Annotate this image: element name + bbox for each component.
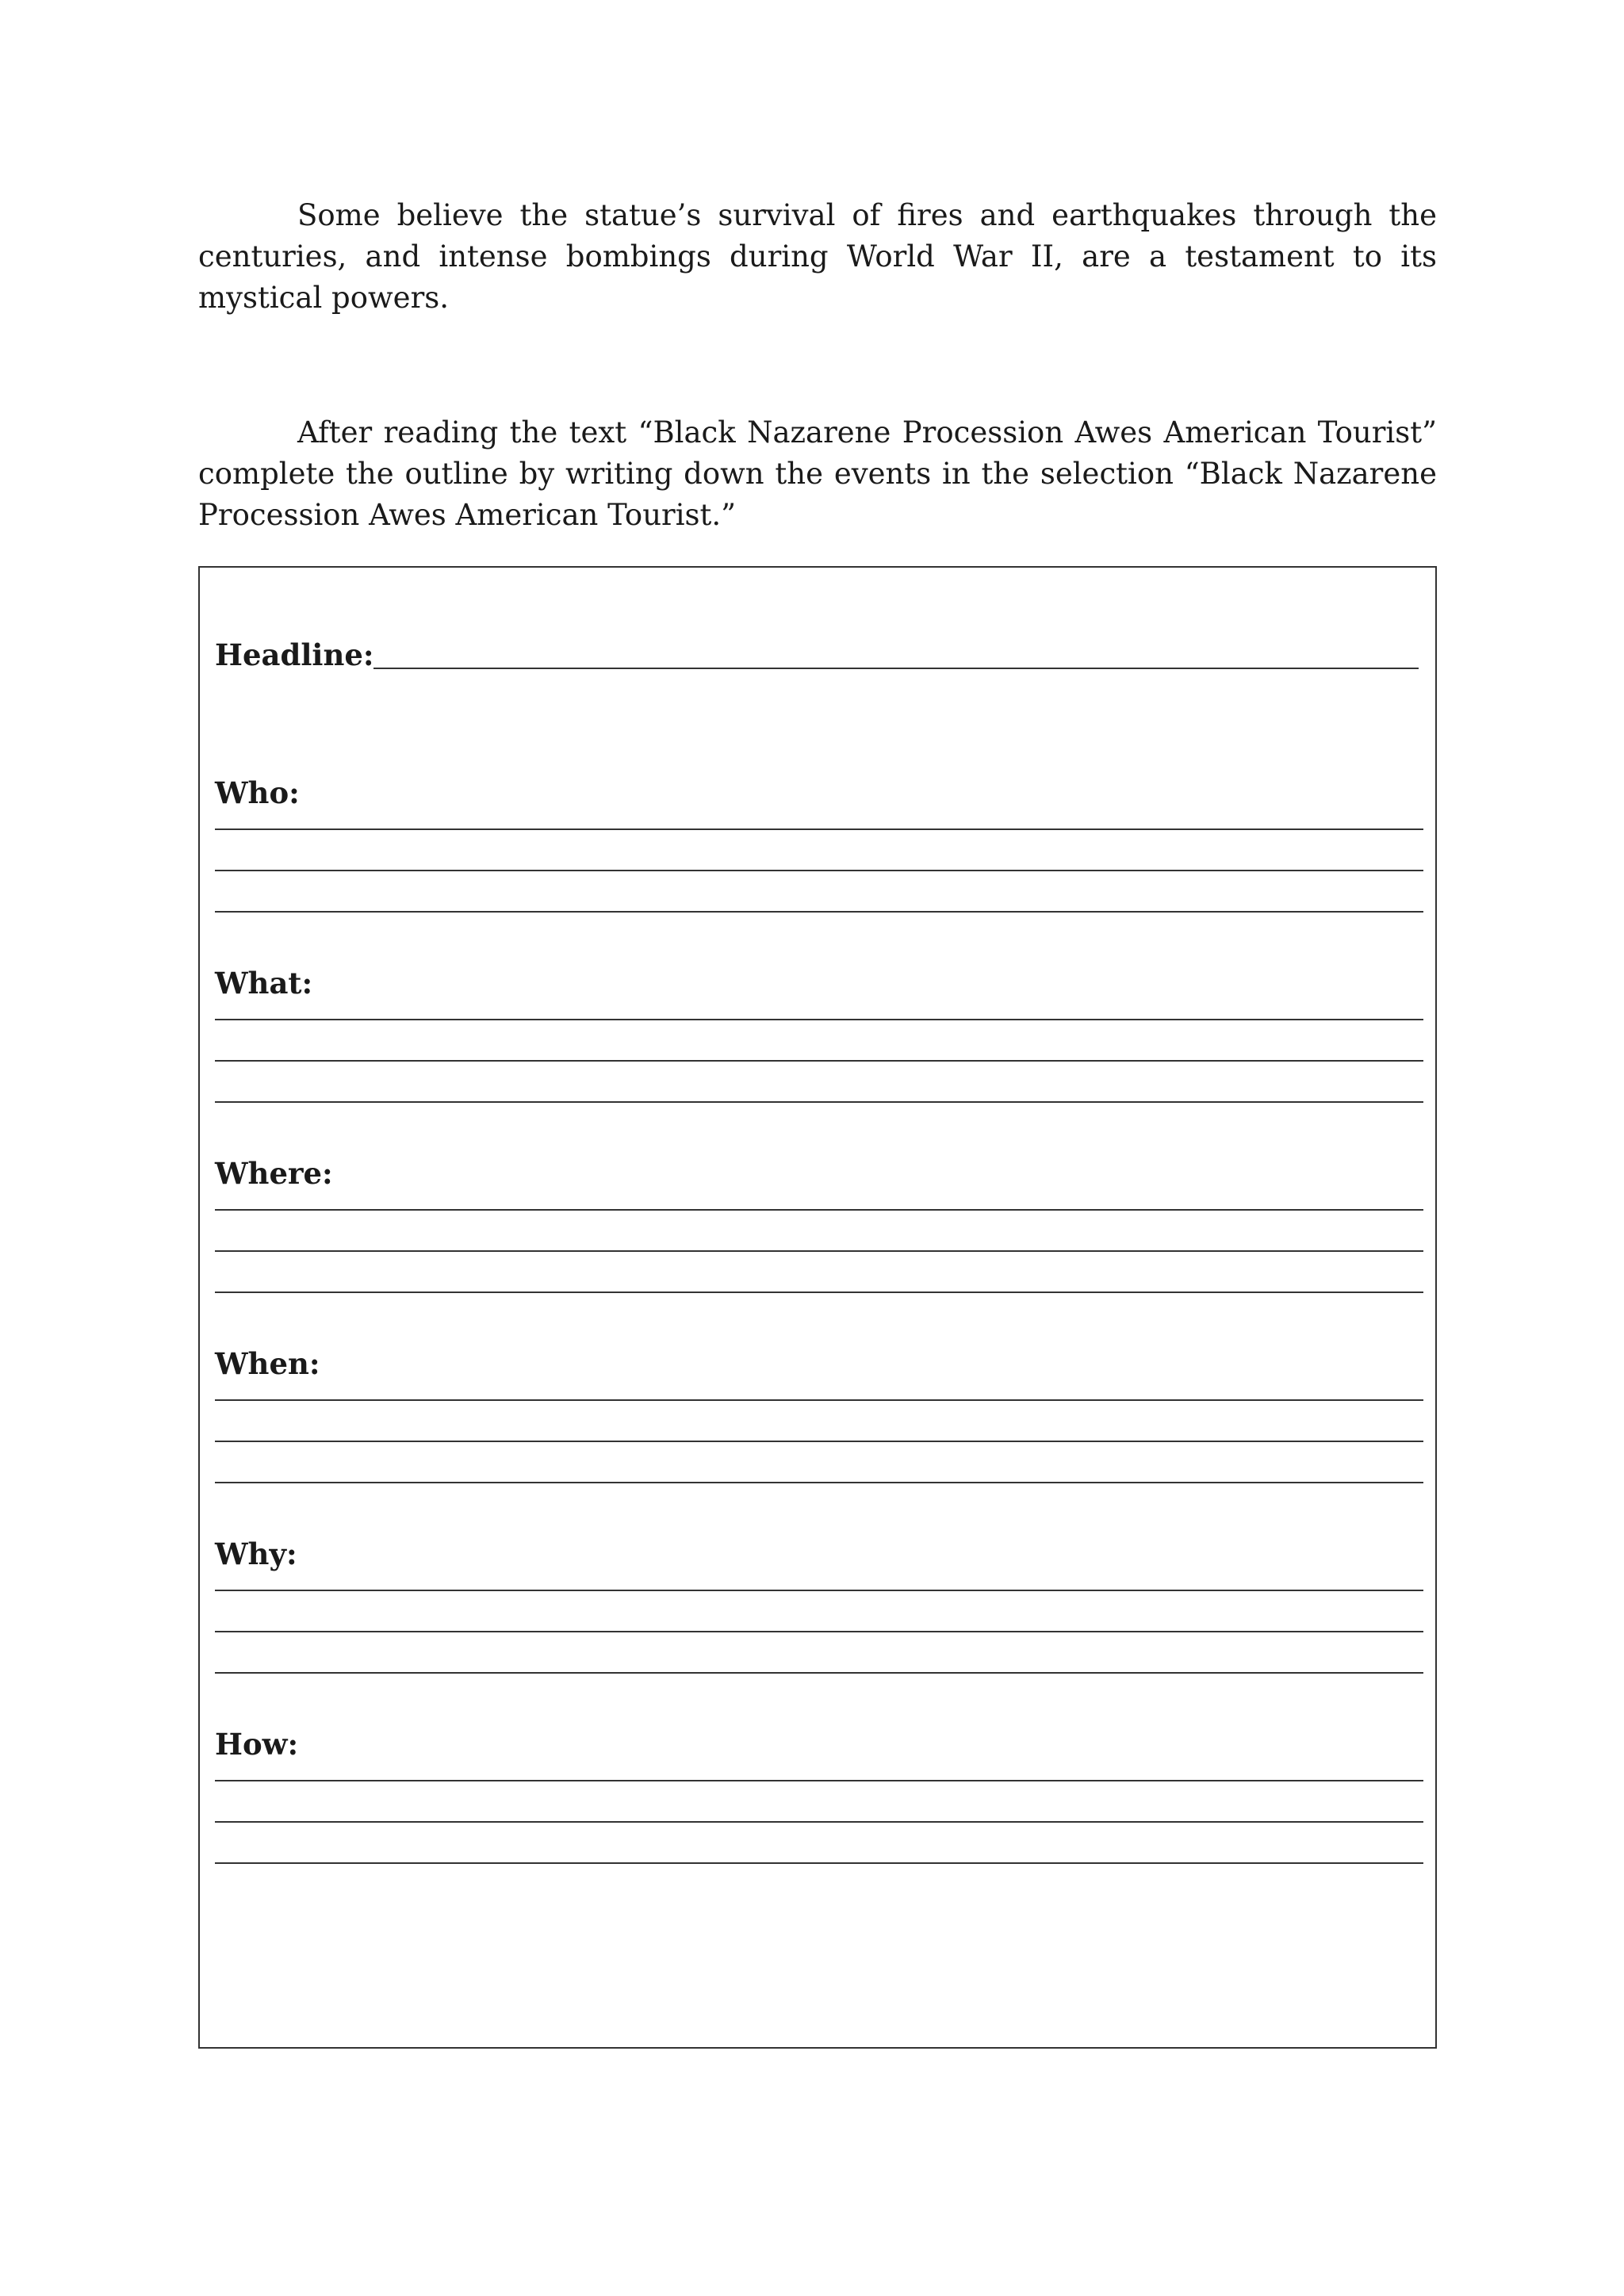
what-answer-line[interactable] [215, 1101, 1423, 1103]
how-answer-line[interactable] [215, 1862, 1423, 1864]
why-label: Why: [215, 1536, 297, 1571]
headline-answer-line[interactable] [373, 668, 1419, 669]
what-answer-line[interactable] [215, 1060, 1423, 1062]
what-label: What: [215, 966, 313, 1001]
why-answer-line[interactable] [215, 1631, 1423, 1632]
how-label: How: [215, 1727, 299, 1762]
instruction-paragraph: After reading the text “Black Nazarene Procession Awes American Tourist” complete the outline by writing down the events in the selection “Black Nazarene Procession Awes American Tourist.” [198, 415, 1437, 532]
news-outline-box [198, 566, 1437, 2049]
who-answer-line[interactable] [215, 870, 1423, 871]
intro-paragraph: Some believe the statue’s survival of fires and earthquakes through the centuries, and intense bombings during World War II, are a testament to its mystical powers. [198, 198, 1437, 315]
why-answer-line[interactable] [215, 1590, 1423, 1591]
who-answer-line[interactable] [215, 911, 1423, 913]
how-answer-line[interactable] [215, 1780, 1423, 1781]
when-answer-line[interactable] [215, 1399, 1423, 1401]
when-answer-line[interactable] [215, 1441, 1423, 1442]
where-answer-line[interactable] [215, 1292, 1423, 1293]
where-answer-line[interactable] [215, 1250, 1423, 1252]
where-answer-line[interactable] [215, 1209, 1423, 1211]
headline-label: Headline: [215, 637, 374, 672]
how-answer-line[interactable] [215, 1821, 1423, 1823]
who-label: Who: [215, 775, 300, 810]
what-answer-line[interactable] [215, 1019, 1423, 1020]
who-answer-line[interactable] [215, 828, 1423, 830]
why-answer-line[interactable] [215, 1672, 1423, 1674]
when-label: When: [215, 1346, 320, 1381]
when-answer-line[interactable] [215, 1482, 1423, 1483]
where-label: Where: [215, 1156, 333, 1191]
